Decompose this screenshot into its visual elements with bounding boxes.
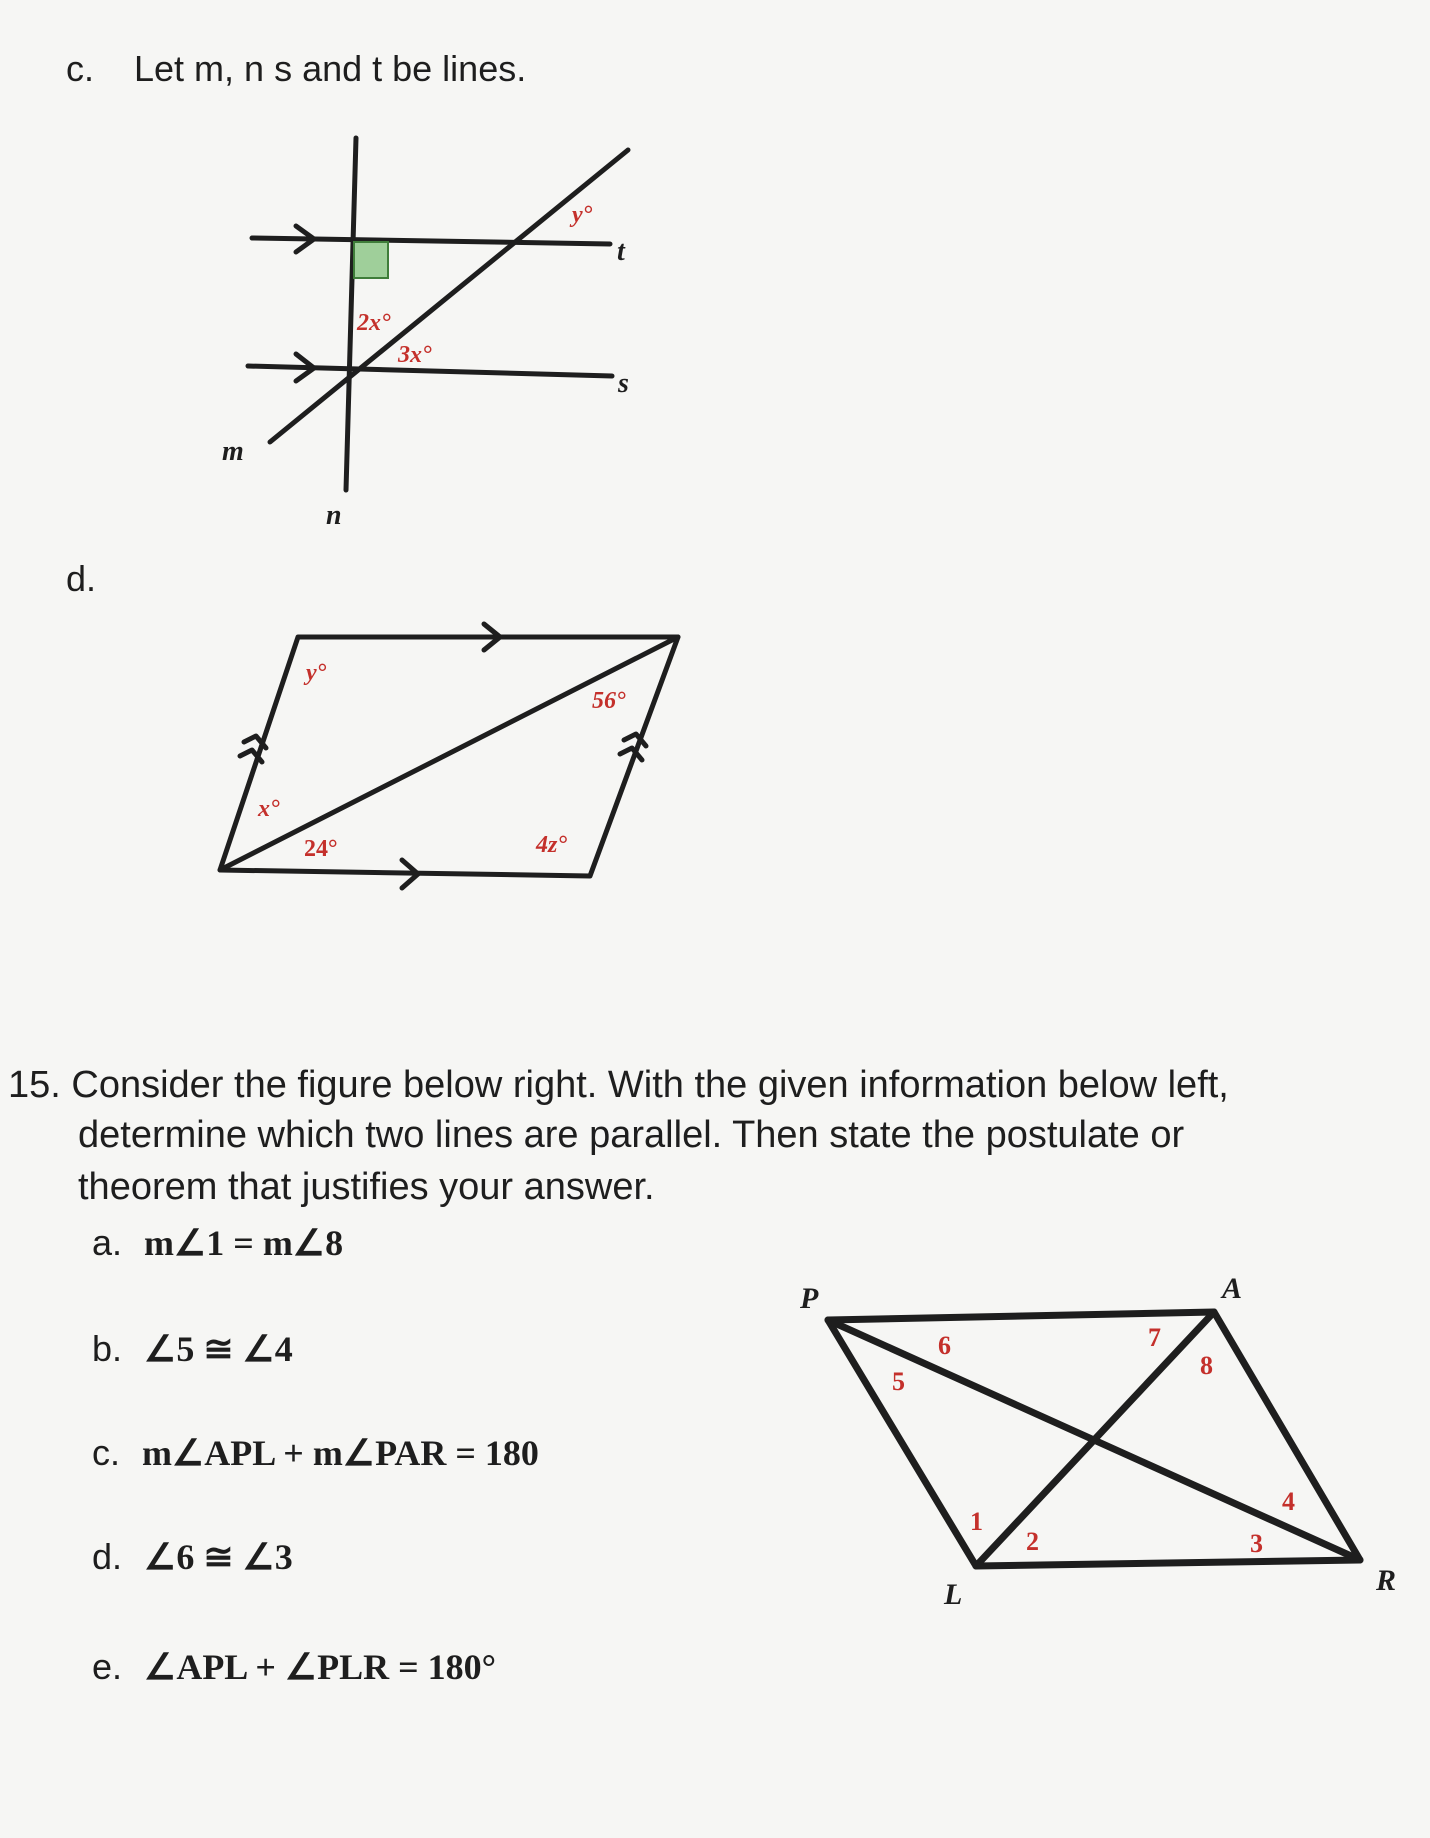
vertex-P: P	[800, 1282, 819, 1315]
part-c-letter: c.	[66, 48, 95, 89]
part-d-letter: d.	[66, 558, 97, 599]
angle-num-1: 1	[970, 1507, 983, 1536]
option-e-expr: ∠APL + ∠PLR = 180°	[144, 1647, 497, 1687]
option-b-letter: b.	[92, 1328, 123, 1369]
angle-y-fig-d: y°	[306, 660, 327, 686]
angle-num-7: 7	[1148, 1323, 1161, 1352]
option-a-letter: a.	[92, 1222, 123, 1263]
option-c-letter: c.	[92, 1432, 121, 1473]
angle-y-fig-c: y°	[572, 202, 593, 228]
angle-num-6: 6	[938, 1331, 951, 1360]
label-m: m	[222, 436, 244, 467]
question15-line1: 15. Consider the figure below right. With the given information below left,	[8, 1064, 1229, 1106]
angle-3x: 3x°	[398, 342, 432, 368]
angle-2x: 2x°	[357, 310, 391, 336]
option-d-letter: d.	[92, 1536, 123, 1577]
angle-num-8: 8	[1200, 1351, 1213, 1380]
diagonal-AL	[976, 1312, 1214, 1566]
angle-num-2: 2	[1026, 1527, 1039, 1556]
label-t: t	[617, 236, 625, 267]
vertex-A: A	[1222, 1272, 1243, 1305]
angle-num-5: 5	[892, 1367, 905, 1396]
angle-x-fig-d: x°	[258, 796, 280, 822]
question15-line2: determine which two lines are parallel. Then state the postulate or	[78, 1114, 1185, 1156]
angle-4z: 4z°	[536, 832, 567, 858]
angle-24: 24°	[304, 836, 338, 862]
option-a-expr: m∠1 = m∠8	[144, 1223, 344, 1263]
option-e-letter: e.	[92, 1646, 123, 1687]
label-s: s	[618, 368, 629, 399]
option-c-expr: m∠APL + m∠PAR = 180	[142, 1433, 539, 1473]
part-c-text: Let m, n s and t be lines.	[134, 48, 527, 89]
angle-num-3: 3	[1250, 1529, 1263, 1558]
vertex-R: R	[1376, 1564, 1397, 1597]
option-d-expr: ∠6 ≅ ∠3	[144, 1537, 293, 1577]
question15-line3: theorem that justifies your answer.	[78, 1166, 655, 1208]
label-n: n	[326, 500, 342, 531]
angle-num-4: 4	[1282, 1487, 1295, 1516]
option-b-expr: ∠5 ≅ ∠4	[144, 1329, 293, 1369]
angle-56: 56°	[592, 688, 626, 714]
vertex-L: L	[944, 1578, 963, 1611]
